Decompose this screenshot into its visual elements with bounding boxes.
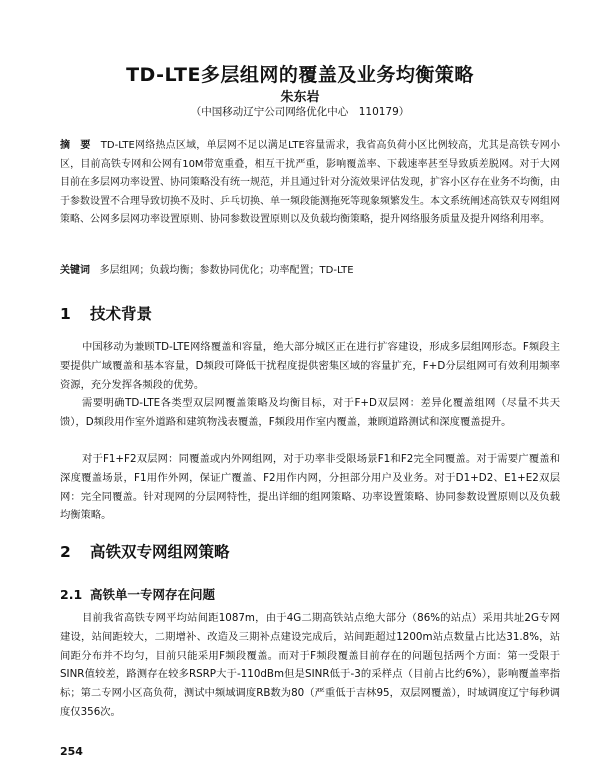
section-2-number: 2 [60,543,71,561]
paper-title: TD-LTE多层组网的覆盖及业务均衡策略 [126,64,474,86]
section-2-1-heading [60,585,215,603]
author-affiliation: （中国移动辽宁公司网络优化中心 110179） [190,106,410,118]
abstract-label: 摘 要 [60,140,91,151]
abstract [60,137,560,230]
section-1-paragraph: 需要明确TD-LTE各类型双层网覆盖策略及均衡目标，对于F+D双层网：差异化覆盖组网（尽量不共天馈），D频段用作室外道路和建筑物浅表覆盖，F频段用作室内覆盖，兼顾道路测试和深度覆盖提升。 [60,397,560,428]
section-1-paragraph: 对于F1+F2双层网：同覆盖或内外网组网，对于功率非受限场景F1和F2完全同覆盖。对于需要广覆盖和深度覆盖场景，F1用作外网，保证广覆盖、F2用作内网，分担部分用户及业务。对于D1+D2、E1+E2双层网：完全同覆盖。针对现网的分层网特性，提出详细的组网策略、功率设置策略、协同参数设置原则以及负载均衡策略。 [60,453,560,522]
section-2-1-number: 2.1 [60,587,83,602]
abstract-text: TD-LTE网络热点区域，单层网不足以满足LTE容量需求，我省高负荷小区比例较高，尤其是高铁专网小区，目前高铁专网和公网有10M带宽重叠，相互干扰严重，影响覆盖率、下载速率甚至导致质差脱网。对于大网目前在多层网功率设置、协同策略没有统一规范，并且通过针对分流效果评估发现，扩容小区存在业务不均衡，由于参数设置不合理导致切换不及时、乒乓切换、单一频段能测拖死等现象频繁发生。本文系统阐述高铁双专网组网策略、公网多层网功率设置原则、协同参数设置原则以及负载均衡策略，提升网络服务质量及提升网络利用率。 [60,140,560,226]
section-2-1-title: 高铁单一专网存在问题 [90,587,216,602]
section-1-paragraph: 中国移动为兼顾TD-LTE网络覆盖和容量，绝大部分城区正在进行扩容建设，形成多层组网形态。F频段主要提供广域覆盖和基本容量，D频段可降低干扰程度提供密集区域的容量扩充，F+D分层组网可有效利用频率资源，充分发挥各频段的优势。 [60,341,560,391]
author-name: 朱东岩 [280,90,320,105]
keywords [60,262,560,280]
page-number: 254 [60,745,83,758]
section-1-heading [60,302,152,324]
keywords-label: 关键词 [60,265,90,276]
section-2-title: 高铁双专网组网策略 [90,543,230,561]
section-2-1-paragraph: 目前我省高铁专网平均站间距1087m，由于4G二期高铁站点绝大部分（86%的站点）采用共址2G专网建设，站间距较大，二期增补、改造及三期补点建设完成后，站间距超过1200m站点数量占比达31.8%，站间距分布并不均匀，目前只能采用F频段覆盖。而对于F频段覆盖目前存在的问题包括两个方面：第一受限于SINR值较差，路测存在较多RSRP大于-110dBm但是SINR低于-3的采样点（目前占比约6%），影响覆盖率指标；第二专网小区高负荷，测试中频域调度RB数为80（严重低于吉林95，双层网覆盖），时域调度辽宁每秒调度仅356次。 [60,612,560,718]
keywords-text: 多层组网；负载均衡；参数协同优化；功率配置；TD-LTE [99,265,354,276]
section-2-heading [60,540,230,562]
section-1-number: 1 [60,305,71,323]
section-1-title: 技术背景 [90,305,153,323]
